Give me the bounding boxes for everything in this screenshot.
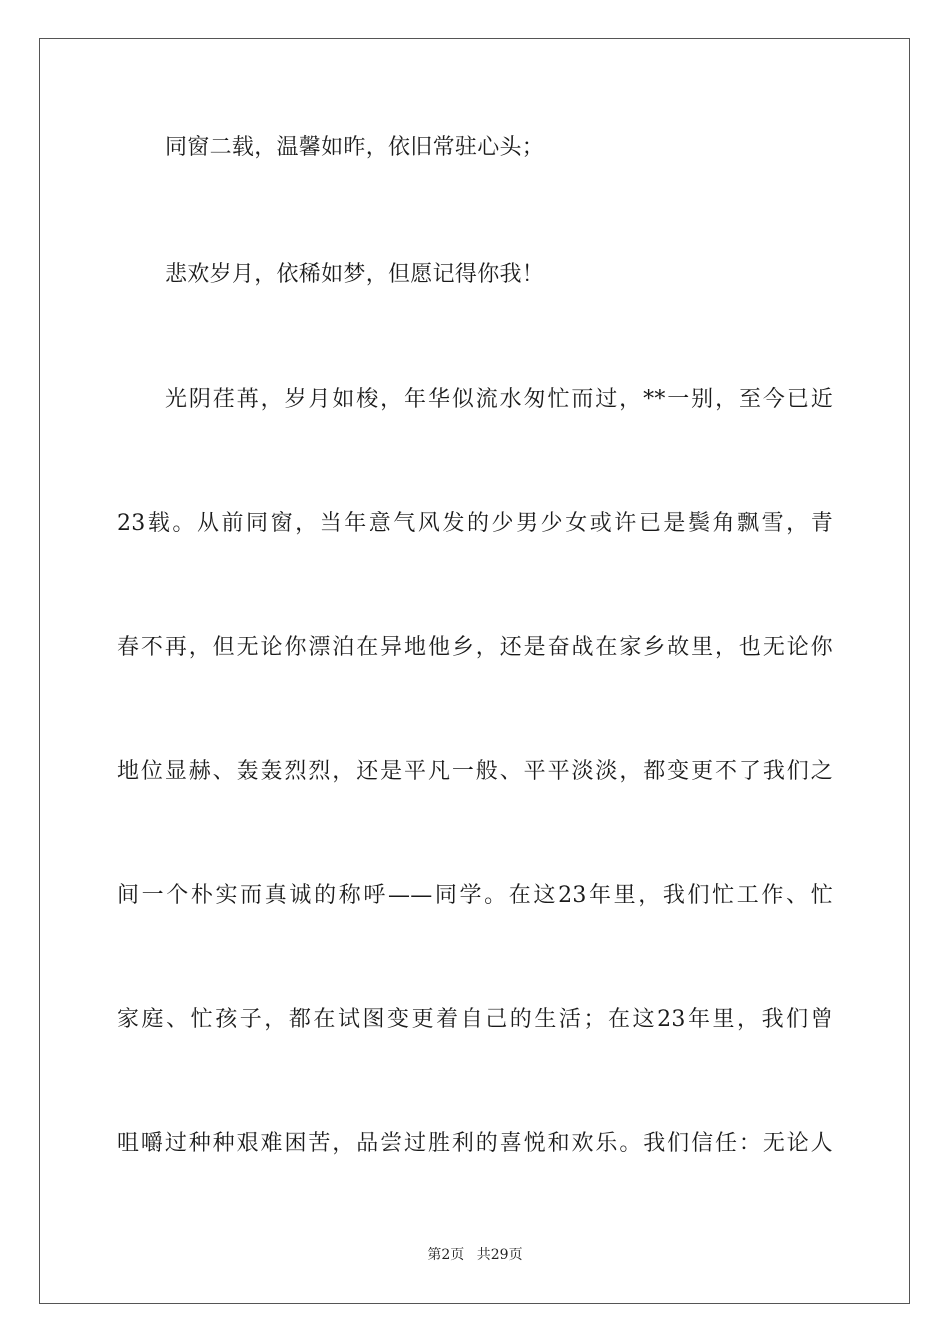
paragraph-line: 咀嚼过种种艰难困苦，品尝过胜利的喜悦和欢乐。我们信任：无论人 — [117, 1131, 833, 1156]
paragraph-line: 春不再，但无论你漂泊在异地他乡，还是奋战在家乡故里，也无论你 — [117, 635, 833, 660]
page-number: 第2页 — [427, 1247, 465, 1263]
paragraph-line: 地位显赫、轰轰烈烈，还是平凡一般、平平淡淡，都变更不了我们之 — [117, 759, 833, 784]
page-footer — [0, 1246, 950, 1264]
paragraph-line: 同窗二载，温馨如昨，依旧常驻心头； — [165, 135, 545, 160]
paragraph-line: 间一个朴实而真诚的称呼——同学。在这23年里，我们忙工作、忙 — [117, 883, 833, 908]
paragraph-line: 光阴荏苒，岁月如梭，年华似流水匆忙而过，**一别，至今已近 — [165, 387, 833, 412]
paragraph-line: 家庭、忙孩子，都在试图变更着自己的生活；在这23年里，我们曾 — [117, 1007, 833, 1032]
page-frame — [39, 38, 910, 1304]
paragraph-line: 悲欢岁月，依稀如梦，但愿记得你我！ — [165, 262, 545, 287]
paragraph-line: 23载。从前同窗，当年意气风发的少男少女或许已是鬓角飘雪，青 — [117, 511, 833, 536]
page-total: 共29页 — [476, 1247, 523, 1263]
